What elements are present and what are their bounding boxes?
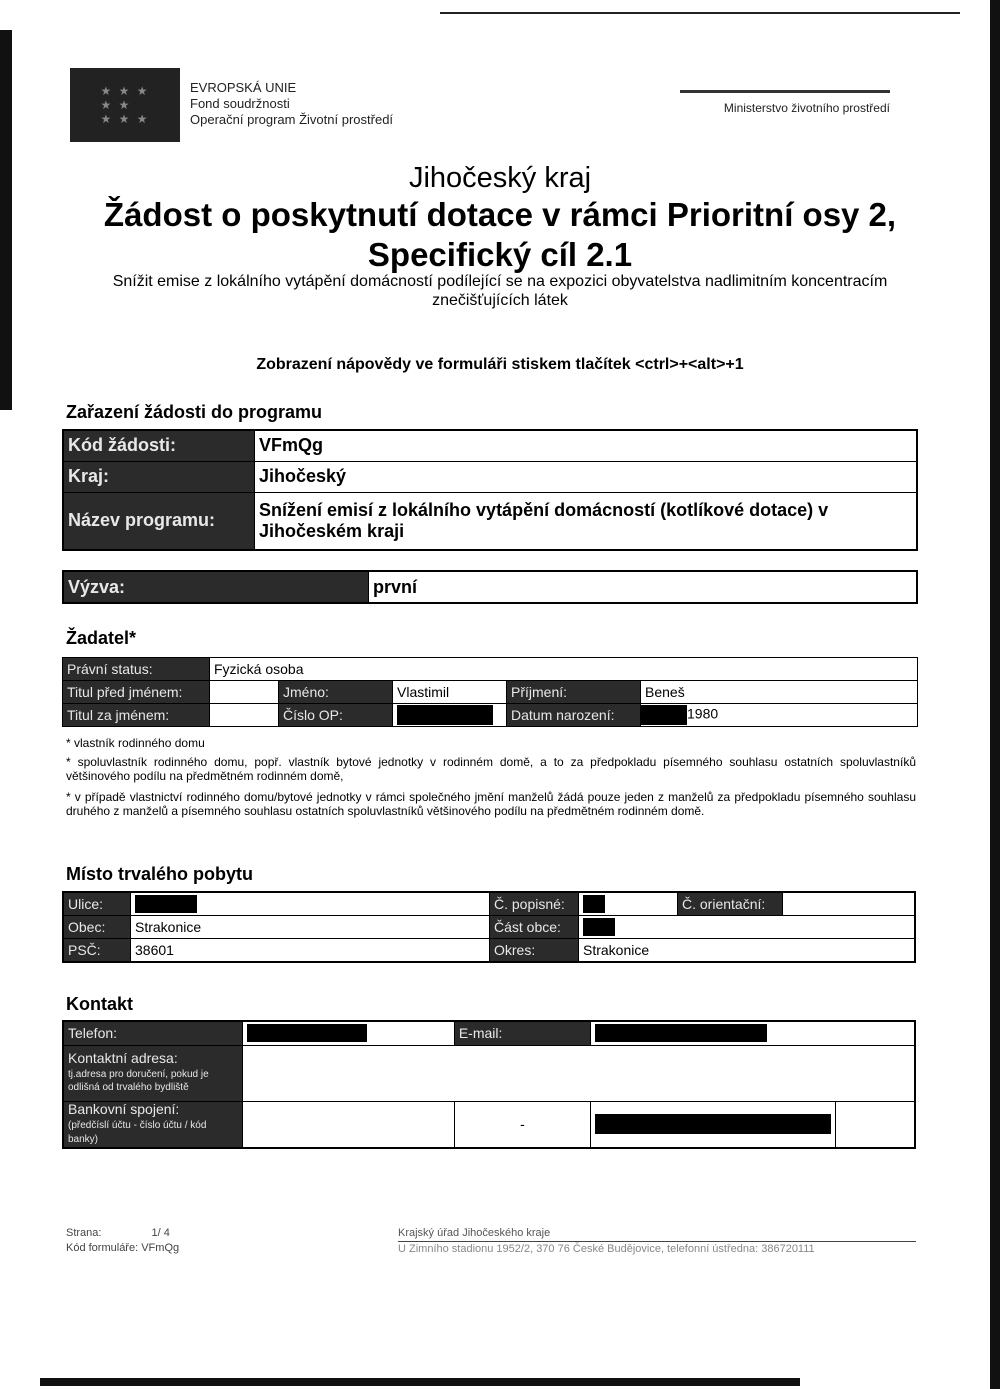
adresa-label: Kontaktní adresa: bbox=[68, 1050, 178, 1066]
redaction-bar bbox=[583, 895, 605, 913]
bank-dash: - bbox=[454, 1101, 590, 1148]
titul-za-value[interactable] bbox=[210, 704, 279, 727]
adresa-value[interactable] bbox=[243, 1045, 915, 1101]
titul-pred-value[interactable] bbox=[210, 681, 279, 704]
zadatel-note-3: * v případě vlastnictví rodinného domu/bytové jednotky v rámci společného jmění manželů žádá pouze jeden z manželů za předpokladu písemného souhlasu druhého z manželů a písemného souhlasu ostatních spoluvlastníků většinového podílu na předmětném rodinném domě. bbox=[66, 790, 916, 818]
bank-predcisli-value[interactable] bbox=[243, 1101, 455, 1148]
status-label: Právní status: bbox=[63, 658, 210, 681]
ulice-value[interactable] bbox=[131, 892, 490, 916]
email-label: E-mail: bbox=[454, 1021, 590, 1045]
vyzva-value[interactable]: první bbox=[369, 571, 918, 603]
adresa-label-cell bbox=[63, 1045, 243, 1101]
ministry-name: Ministerstvo životního prostředí bbox=[723, 101, 890, 115]
kontakt-table bbox=[62, 1020, 916, 1149]
obec-label: Obec: bbox=[63, 916, 131, 939]
strana-label: Strana: bbox=[66, 1227, 102, 1239]
prijmeni-label: Příjmení: bbox=[507, 681, 641, 704]
titul-pred-label: Titul před jménem: bbox=[63, 681, 210, 704]
redaction-bar bbox=[595, 1114, 831, 1134]
redaction-bar bbox=[583, 918, 615, 936]
scan-edge-bottom bbox=[40, 1378, 800, 1386]
zadatel-note-1: * vlastník rodinného domu bbox=[66, 736, 205, 750]
obec-value[interactable]: Strakonice bbox=[131, 916, 490, 939]
titul-za-label: Titul za jménem: bbox=[63, 704, 210, 727]
ministry-rule bbox=[680, 90, 890, 93]
redaction-bar bbox=[641, 705, 687, 725]
subtitle: Snížit emise z lokálního vytápění domácností podílející se na expozici obyvatelstva nadlimitním koncentracím znečišťujících látek bbox=[112, 273, 888, 309]
redaction-bar bbox=[397, 705, 493, 725]
psc-value[interactable]: 38601 bbox=[131, 939, 490, 963]
cislo-op-value[interactable] bbox=[393, 704, 507, 727]
zadatel-note-2: * spoluvlastník rodinného domu, popř. vlastník bytové jednotky v rodinném domě, a to za předpokladu písemného souhlasu ostatních spoluvlastníků většinového podílu na předmětném rodinném domě, bbox=[66, 755, 916, 783]
scan-edge-top bbox=[440, 0, 960, 14]
email-value[interactable] bbox=[591, 1021, 915, 1045]
region-title: Jihočeský kraj bbox=[408, 162, 592, 194]
kraj-label: Kraj: bbox=[63, 461, 255, 492]
jmeno-label: Jméno: bbox=[279, 681, 393, 704]
bank-label: Bankovní spojení: bbox=[68, 1100, 180, 1117]
prijmeni-value[interactable]: Beneš bbox=[641, 681, 918, 704]
cast-obce-label: Část obce: bbox=[490, 916, 579, 939]
eu-line-1: EVROPSKÁ UNIE bbox=[190, 80, 297, 95]
kontakt-heading: Kontakt bbox=[66, 994, 133, 1014]
bank-ucet-value[interactable] bbox=[591, 1101, 836, 1148]
bank-kod-value[interactable] bbox=[836, 1101, 915, 1148]
main-title-line-2: Specifický cíl 2.1 bbox=[367, 236, 633, 273]
footer-right bbox=[398, 1226, 916, 1257]
ministry-logo bbox=[640, 90, 890, 115]
pobyt-heading: Místo trvalého pobytu bbox=[66, 864, 254, 884]
okres-label: Okres: bbox=[490, 939, 579, 963]
telefon-value[interactable] bbox=[243, 1021, 455, 1045]
kod-value[interactable]: VFmQg bbox=[255, 430, 918, 461]
main-title-line-1: Žádost o poskytnutí dotace v rámci Prioritní osy 2, bbox=[103, 196, 897, 233]
datum-label: Datum narození: bbox=[507, 704, 641, 727]
redaction-bar bbox=[135, 895, 197, 913]
status-value[interactable]: Fyzická osoba bbox=[210, 658, 918, 681]
bank-note: (předčíslí účtu - číslo účtu / kód banky) bbox=[68, 1119, 207, 1145]
orientacni-value[interactable] bbox=[783, 892, 916, 916]
kod-label: Kód žádosti: bbox=[63, 430, 255, 461]
footer-kod-value: VFmQg bbox=[141, 1242, 180, 1254]
bank-label-cell bbox=[63, 1101, 243, 1148]
popisne-value[interactable] bbox=[579, 892, 678, 916]
main-title bbox=[0, 195, 1000, 275]
footer-kod-label: Kód formuláře: bbox=[66, 1242, 139, 1254]
pobyt-table bbox=[62, 891, 916, 963]
datum-year: 1980 bbox=[687, 705, 719, 722]
zadatel-heading: Žadatel* bbox=[66, 628, 137, 648]
eu-logo-text bbox=[190, 80, 393, 128]
cislo-op-label: Číslo OP: bbox=[279, 704, 393, 727]
eu-line-3: Operační program Životní prostředí bbox=[190, 112, 394, 127]
zadatel-table bbox=[62, 657, 918, 727]
orientacni-label: Č. orientační: bbox=[678, 892, 783, 916]
redaction-bar bbox=[595, 1024, 767, 1042]
okres-value[interactable]: Strakonice bbox=[579, 939, 916, 963]
psc-label: PSČ: bbox=[63, 939, 131, 963]
nazev-label: Název programu: bbox=[63, 492, 255, 550]
nazev-value[interactable]: Snížení emisí z lokálního vytápění domácností (kotlíkové dotace) v Jihočeském kraji bbox=[255, 492, 918, 550]
ulice-label: Ulice: bbox=[63, 892, 131, 916]
popisne-label: Č. popisné: bbox=[490, 892, 579, 916]
help-hint: Zobrazení nápovědy ve formuláři stiskem tlačítek <ctrl>+<alt>+1 bbox=[256, 356, 744, 373]
footer-office: Krajský úřad Jihočeského kraje bbox=[398, 1226, 916, 1242]
jmeno-value[interactable]: Vlastimil bbox=[393, 681, 507, 704]
strana-value: 1/ 4 bbox=[151, 1227, 170, 1239]
kraj-value[interactable]: Jihočeský bbox=[255, 461, 918, 492]
cast-obce-value[interactable] bbox=[579, 916, 916, 939]
telefon-label: Telefon: bbox=[63, 1021, 243, 1045]
adresa-note: tj.adresa pro doručení, pokud je odlišná od trvalého bydliště bbox=[68, 1069, 209, 1093]
vyzva-label: Výzva: bbox=[63, 571, 369, 603]
eu-flag-logo: ★ ★ ★ ★ ★ ★ ★ ★ bbox=[70, 68, 180, 142]
footer-address: U Zimního stadionu 1952/2, 370 76 České Budějovice, telefonní ústředna: 386720111 bbox=[398, 1243, 815, 1255]
redaction-bar bbox=[247, 1024, 367, 1042]
program-heading: Zařazení žádosti do programu bbox=[66, 402, 323, 422]
footer-left bbox=[66, 1226, 179, 1256]
vyzva-table bbox=[62, 570, 918, 604]
eu-line-2: Fond soudržnosti bbox=[190, 96, 290, 111]
program-table bbox=[62, 429, 918, 551]
datum-value[interactable] bbox=[641, 704, 918, 727]
